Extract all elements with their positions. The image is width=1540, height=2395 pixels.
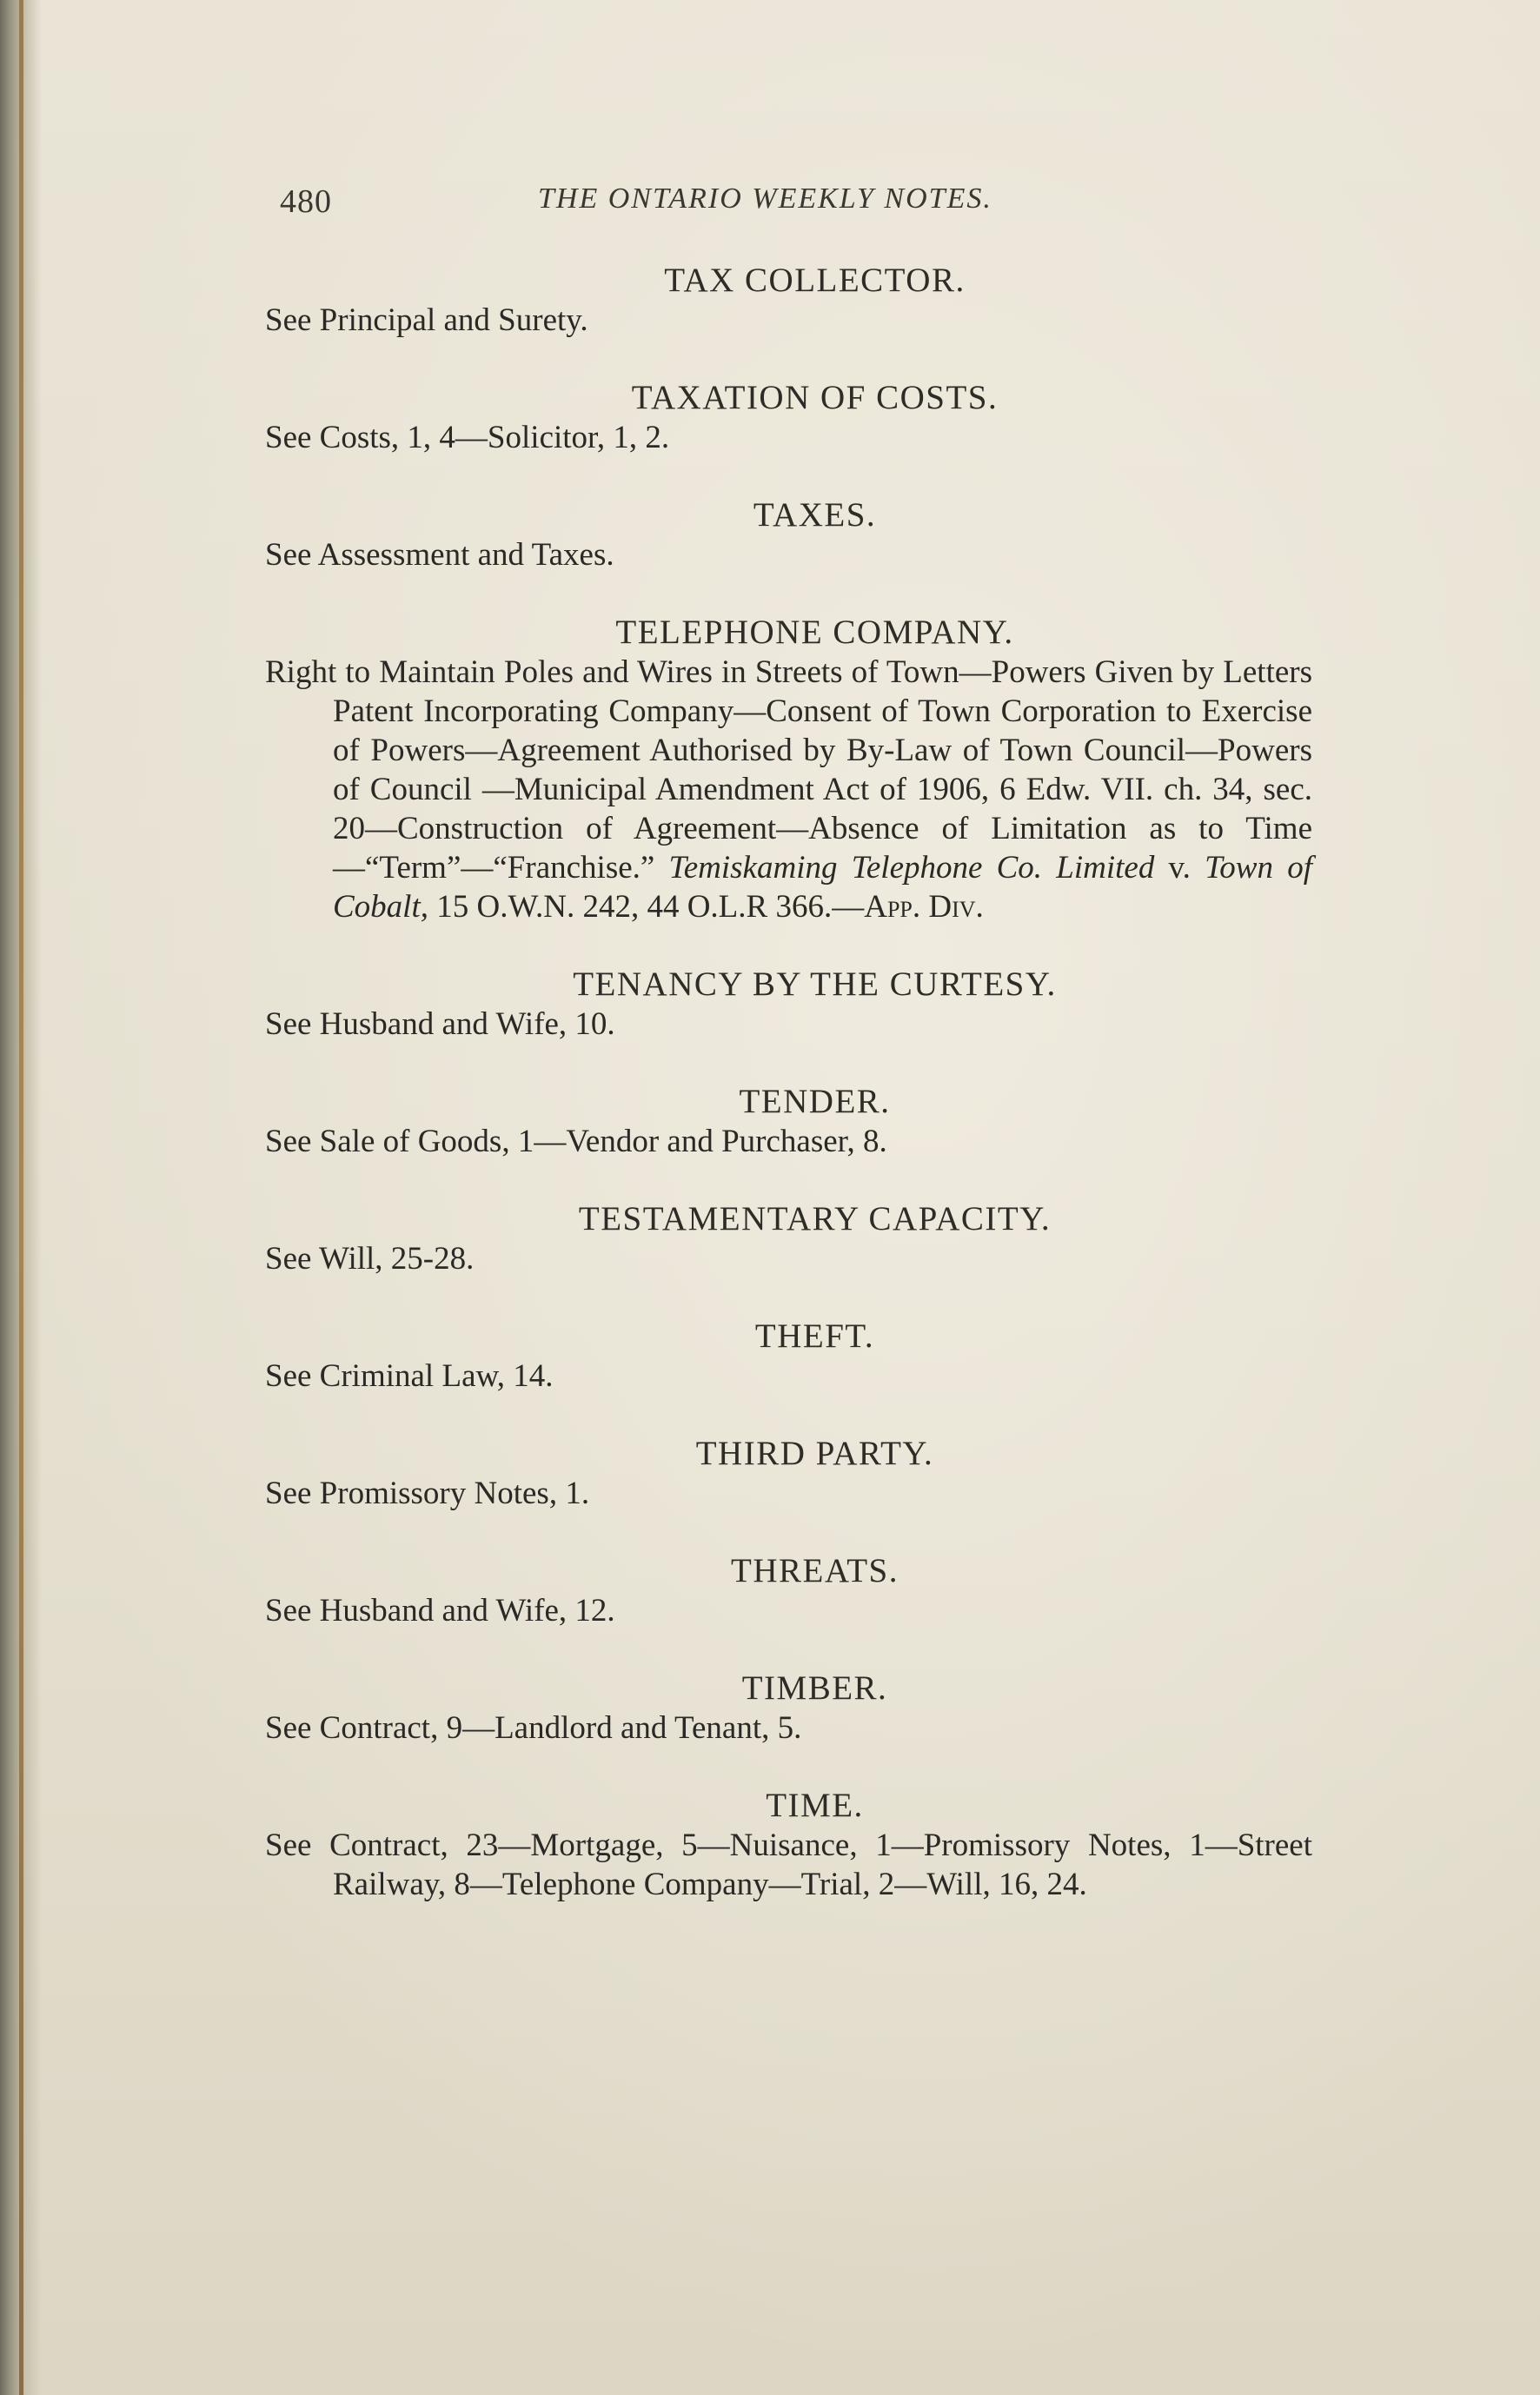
index-entry-testamentary-capacity	[265, 1199, 1312, 1278]
entry-reference: See Husband and Wife, 12.	[265, 1593, 615, 1629]
entry-heading: TELEPHONE COMPANY.	[615, 614, 1014, 651]
entry-heading: TENDER.	[739, 1083, 891, 1120]
entry-reference: See Husband and Wife, 10.	[265, 1006, 615, 1042]
entry-heading: THIRD PARTY.	[695, 1435, 934, 1472]
index-entry-theft	[265, 1317, 1312, 1396]
index-entries	[265, 261, 1312, 1942]
entry-heading: TIMBER.	[741, 1669, 888, 1707]
case-name-plaintiff: Temiskaming Telephone Co. Limited	[668, 850, 1155, 886]
entry-heading: TAX COLLECTOR.	[664, 262, 966, 299]
entry-heading: THEFT.	[754, 1317, 875, 1355]
entry-heading: TAXATION OF COSTS.	[631, 379, 999, 416]
entry-reference: See Sale of Goods, 1—Vendor and Purchaser, 8.	[265, 1124, 887, 1159]
entry-reference: See Contract, 9—Landlord and Tenant, 5.	[265, 1710, 802, 1746]
entry-heading: TIME.	[766, 1787, 864, 1824]
index-entry-third-party	[265, 1434, 1312, 1513]
index-entry-taxation-of-costs	[265, 378, 1312, 457]
journal-title: THE ONTARIO WEEKLY NOTES.	[538, 182, 992, 215]
index-entry-threats	[265, 1551, 1312, 1630]
binding-thread	[19, 0, 23, 2395]
digest-text: Right to Maintain Poles and Wires in Streets of Town—Powers Given by Letters Patent Incorporating Company—Consent of Town Corporation to Exercise of Powers—Agreement Authorised by By-Law of Town Council—Powers of Council —Municipal Amendment Act of 1906, 6 Edw. VII. ch. 34, sec. 20—Construction of Agreement—Absence of Limitation as to Time—“Term”—“Franchise.”	[265, 654, 1312, 886]
entry-heading: TAXES.	[753, 496, 877, 534]
court-name: App. Div.	[864, 889, 984, 925]
index-entry-telephone-company	[265, 613, 1312, 926]
case-versus: v.	[1154, 850, 1205, 886]
entry-reference: See Will, 25-28.	[265, 1241, 475, 1277]
index-entry-tender	[265, 1082, 1312, 1161]
entry-heading: TENANCY BY THE CURTESY.	[573, 965, 1057, 1003]
index-entry-taxes	[265, 495, 1312, 574]
case-name-defendant: Town of Cobalt,	[333, 850, 1312, 925]
index-entry-time	[265, 1786, 1312, 1904]
page-number: 480	[280, 183, 332, 220]
entry-digest	[265, 653, 1312, 926]
entry-reference: See Costs, 1, 4—Solicitor, 1, 2.	[265, 420, 670, 455]
entry-reference: See Criminal Law, 14.	[265, 1358, 554, 1394]
entry-heading: TESTAMENTARY CAPACITY.	[578, 1200, 1052, 1237]
index-entry-tenancy-by-the-curtesy	[265, 965, 1312, 1044]
entry-reference: See Contract, 23—Mortgage, 5—Nuisance, 1—Promissory Notes, 1—Street Railway, 8—Telephone Company—Trial, 2—Will, 16, 24.	[265, 1828, 1312, 1902]
case-citation: 15 O.W.N. 242, 44 O.L.R 366.—	[428, 889, 865, 925]
index-entry-timber	[265, 1669, 1312, 1748]
entry-reference: See Assessment and Taxes.	[265, 537, 614, 573]
entry-heading: THREATS.	[731, 1552, 899, 1589]
index-entry-tax-collector	[265, 261, 1312, 340]
entry-reference: See Principal and Surety.	[265, 302, 588, 338]
entry-reference: See Promissory Notes, 1.	[265, 1476, 590, 1511]
running-head	[280, 182, 1027, 226]
